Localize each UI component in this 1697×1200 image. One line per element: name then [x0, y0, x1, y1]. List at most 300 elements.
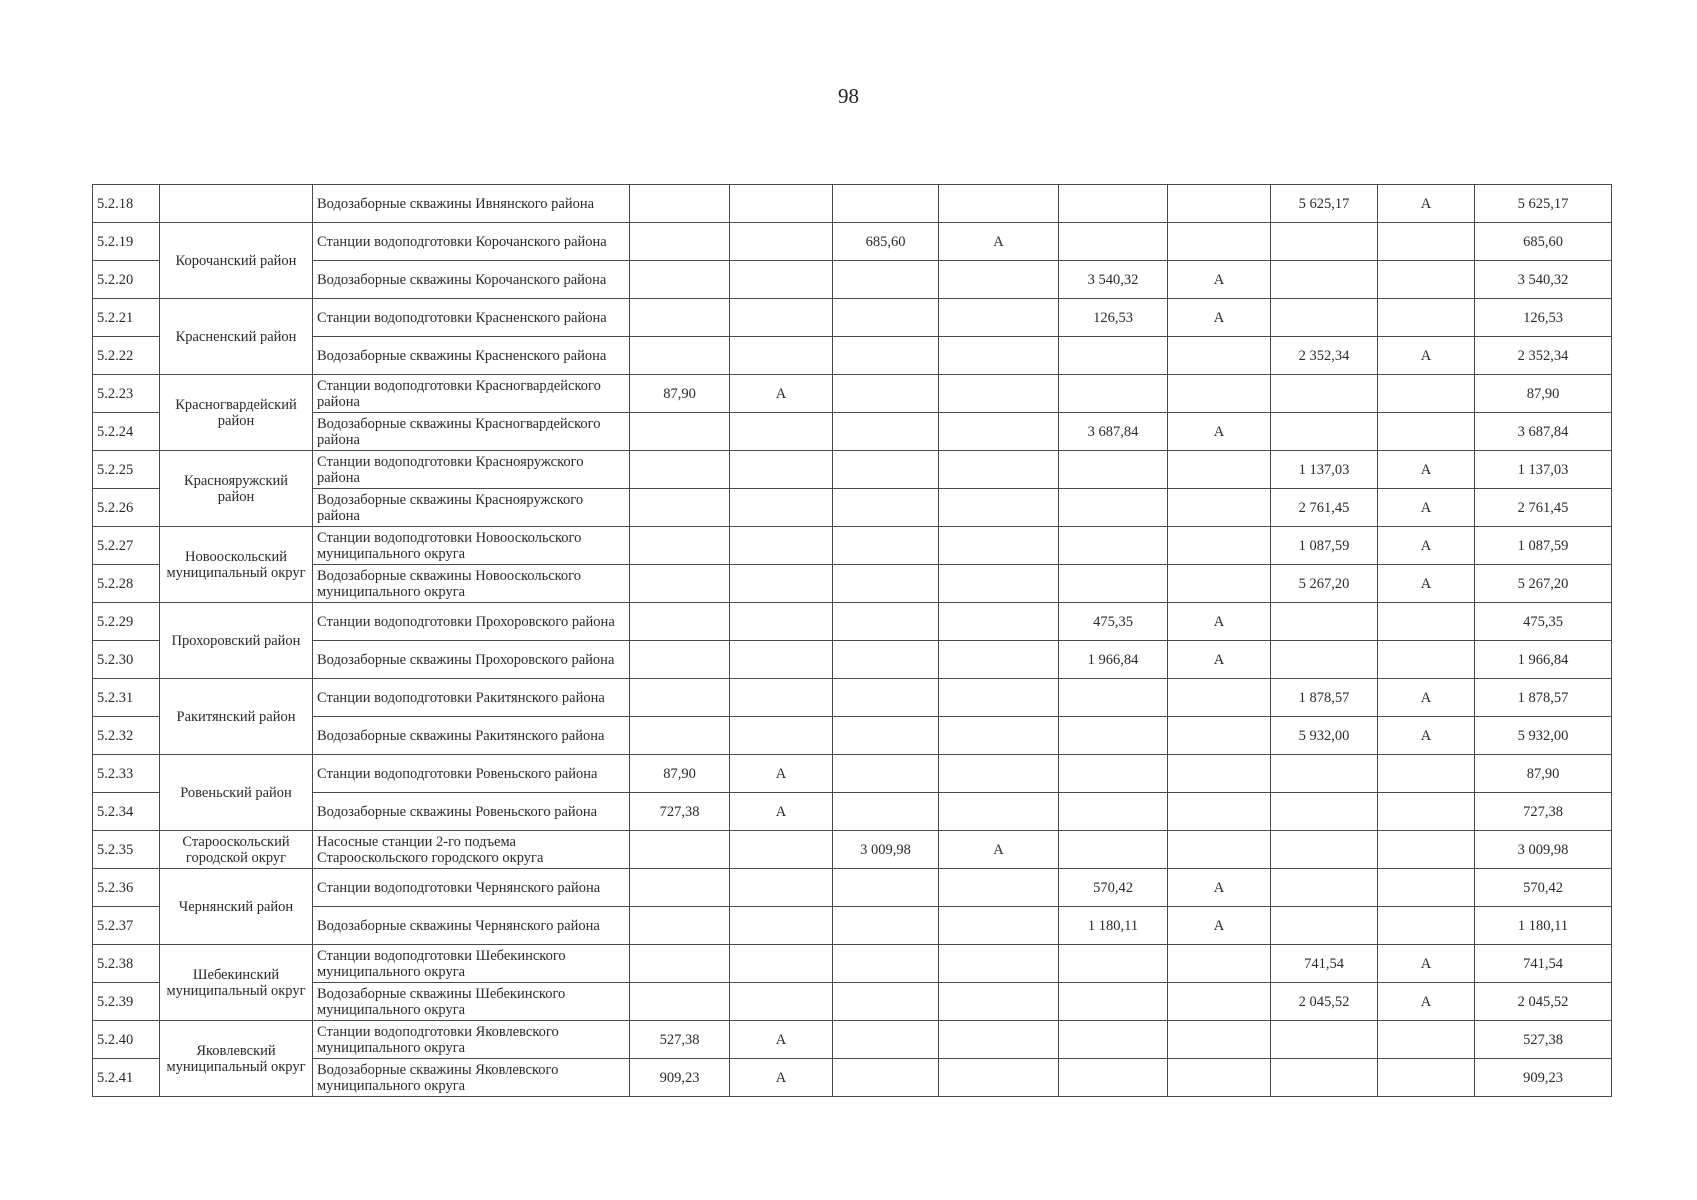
empty-category-cell	[939, 603, 1059, 641]
empty-value-cell	[630, 299, 730, 337]
empty-value-cell	[833, 261, 939, 299]
category-cell: А	[730, 1021, 833, 1059]
total-cell: 685,60	[1475, 223, 1612, 261]
empty-value-cell	[833, 603, 939, 641]
category-cell: А	[1378, 717, 1475, 755]
empty-category-cell	[1168, 793, 1271, 831]
empty-value-cell	[1059, 1021, 1168, 1059]
empty-category-cell	[1378, 831, 1475, 869]
table-row	[93, 375, 1612, 413]
value-cell: 1 966,84	[1059, 641, 1168, 679]
value-cell: 1 878,57	[1271, 679, 1378, 717]
category-cell: А	[1168, 641, 1271, 679]
value-cell: 909,23	[630, 1059, 730, 1097]
district-cell: Новооскольский муниципальный округ	[160, 527, 313, 603]
empty-value-cell	[833, 451, 939, 489]
facility-name-cell: Водозаборные скважины Шебекинского муниципального округа	[313, 983, 630, 1021]
value-cell: 527,38	[630, 1021, 730, 1059]
empty-value-cell	[1271, 1021, 1378, 1059]
facility-name-cell: Водозаборные скважины Краснояружского района	[313, 489, 630, 527]
empty-value-cell	[1271, 1059, 1378, 1097]
row-number-cell: 5.2.41	[93, 1059, 160, 1097]
empty-value-cell	[833, 413, 939, 451]
empty-category-cell	[730, 983, 833, 1021]
empty-category-cell	[1378, 1059, 1475, 1097]
empty-category-cell	[939, 755, 1059, 793]
row-number-cell: 5.2.29	[93, 603, 160, 641]
facility-name-cell: Водозаборные скважины Ровеньского района	[313, 793, 630, 831]
table-row	[93, 413, 1612, 451]
total-cell: 570,42	[1475, 869, 1612, 907]
row-number-cell: 5.2.40	[93, 1021, 160, 1059]
row-number-cell: 5.2.26	[93, 489, 160, 527]
value-cell: 727,38	[630, 793, 730, 831]
value-cell: 2 352,34	[1271, 337, 1378, 375]
value-cell: 1 180,11	[1059, 907, 1168, 945]
district-cell: Прохоровский район	[160, 603, 313, 679]
empty-value-cell	[1059, 679, 1168, 717]
table-row	[93, 299, 1612, 337]
empty-category-cell	[1378, 261, 1475, 299]
empty-value-cell	[1059, 565, 1168, 603]
total-cell: 5 267,20	[1475, 565, 1612, 603]
empty-category-cell	[730, 869, 833, 907]
empty-category-cell	[939, 1021, 1059, 1059]
empty-category-cell	[730, 337, 833, 375]
facility-name-cell: Станции водоподготовки Корочанского района	[313, 223, 630, 261]
empty-category-cell	[730, 299, 833, 337]
facility-name-cell: Станции водоподготовки Красногвардейского района	[313, 375, 630, 413]
total-cell: 87,90	[1475, 755, 1612, 793]
empty-category-cell	[1168, 831, 1271, 869]
empty-value-cell	[1271, 299, 1378, 337]
empty-value-cell	[833, 527, 939, 565]
empty-value-cell	[630, 603, 730, 641]
table-row	[93, 869, 1612, 907]
facility-name-cell: Водозаборные скважины Новооскольского муниципального округа	[313, 565, 630, 603]
empty-value-cell	[1271, 375, 1378, 413]
district-cell: Корочанский район	[160, 223, 313, 299]
value-cell: 741,54	[1271, 945, 1378, 983]
empty-value-cell	[630, 337, 730, 375]
total-cell: 727,38	[1475, 793, 1612, 831]
table-row	[93, 603, 1612, 641]
empty-value-cell	[1271, 907, 1378, 945]
empty-value-cell	[1059, 223, 1168, 261]
district-cell: Старооскольский городской округ	[160, 831, 313, 869]
row-number-cell: 5.2.32	[93, 717, 160, 755]
empty-category-cell	[939, 413, 1059, 451]
empty-category-cell	[939, 1059, 1059, 1097]
category-cell: А	[1378, 983, 1475, 1021]
row-number-cell: 5.2.39	[93, 983, 160, 1021]
total-cell: 1 878,57	[1475, 679, 1612, 717]
empty-category-cell	[1378, 793, 1475, 831]
empty-category-cell	[730, 451, 833, 489]
empty-category-cell	[730, 831, 833, 869]
district-cell: Чернянский район	[160, 869, 313, 945]
row-number-cell: 5.2.28	[93, 565, 160, 603]
empty-category-cell	[730, 413, 833, 451]
empty-category-cell	[1168, 185, 1271, 223]
empty-category-cell	[730, 641, 833, 679]
empty-category-cell	[1168, 717, 1271, 755]
empty-value-cell	[630, 641, 730, 679]
table-row	[93, 793, 1612, 831]
total-cell: 909,23	[1475, 1059, 1612, 1097]
empty-category-cell	[939, 375, 1059, 413]
empty-category-cell	[939, 299, 1059, 337]
facility-name-cell: Станции водоподготовки Красненского района	[313, 299, 630, 337]
facility-name-cell: Водозаборные скважины Ракитянского района	[313, 717, 630, 755]
facility-name-cell: Водозаборные скважины Корочанского района	[313, 261, 630, 299]
empty-category-cell	[1168, 337, 1271, 375]
empty-category-cell	[1378, 869, 1475, 907]
empty-category-cell	[1168, 489, 1271, 527]
district-cell: Красненский район	[160, 299, 313, 375]
total-cell: 1 180,11	[1475, 907, 1612, 945]
category-cell: А	[730, 793, 833, 831]
row-number-cell: 5.2.36	[93, 869, 160, 907]
row-number-cell: 5.2.37	[93, 907, 160, 945]
table-body	[93, 185, 1612, 1097]
empty-category-cell	[939, 945, 1059, 983]
category-cell: А	[939, 831, 1059, 869]
table-row	[93, 527, 1612, 565]
district-cell: Шебекинский муниципальный округ	[160, 945, 313, 1021]
empty-category-cell	[730, 223, 833, 261]
empty-value-cell	[833, 299, 939, 337]
row-number-cell: 5.2.30	[93, 641, 160, 679]
facility-name-cell: Станции водоподготовки Чернянского района	[313, 869, 630, 907]
empty-category-cell	[1378, 413, 1475, 451]
total-cell: 87,90	[1475, 375, 1612, 413]
total-cell: 2 761,45	[1475, 489, 1612, 527]
empty-category-cell	[939, 565, 1059, 603]
category-cell: А	[1168, 603, 1271, 641]
empty-value-cell	[630, 679, 730, 717]
facility-name-cell: Водозаборные скважины Яковлевского муниципального округа	[313, 1059, 630, 1097]
empty-value-cell	[1271, 413, 1378, 451]
value-cell: 3 687,84	[1059, 413, 1168, 451]
total-cell: 3 009,98	[1475, 831, 1612, 869]
empty-category-cell	[1168, 565, 1271, 603]
row-number-cell: 5.2.22	[93, 337, 160, 375]
value-cell: 87,90	[630, 755, 730, 793]
table-row	[93, 1059, 1612, 1097]
empty-value-cell	[1059, 831, 1168, 869]
category-cell: А	[730, 1059, 833, 1097]
table-row	[93, 755, 1612, 793]
empty-value-cell	[630, 831, 730, 869]
empty-value-cell	[1271, 223, 1378, 261]
facility-name-cell: Насосные станции 2-го подъема Старооскольского городского округа	[313, 831, 630, 869]
facility-name-cell: Станции водоподготовки Краснояружского района	[313, 451, 630, 489]
district-cell	[160, 185, 313, 223]
facility-name-cell: Водозаборные скважины Ивнянского района	[313, 185, 630, 223]
empty-category-cell	[730, 527, 833, 565]
category-cell: А	[730, 375, 833, 413]
empty-value-cell	[1059, 451, 1168, 489]
empty-value-cell	[630, 945, 730, 983]
data-table	[92, 184, 1612, 1097]
empty-value-cell	[630, 185, 730, 223]
empty-value-cell	[833, 489, 939, 527]
empty-category-cell	[1168, 223, 1271, 261]
total-cell: 126,53	[1475, 299, 1612, 337]
table-row	[93, 261, 1612, 299]
empty-category-cell	[939, 641, 1059, 679]
row-number-cell: 5.2.25	[93, 451, 160, 489]
empty-value-cell	[630, 413, 730, 451]
table-row	[93, 185, 1612, 223]
category-cell: А	[1168, 299, 1271, 337]
row-number-cell: 5.2.24	[93, 413, 160, 451]
row-number-cell: 5.2.21	[93, 299, 160, 337]
value-cell: 5 267,20	[1271, 565, 1378, 603]
empty-category-cell	[730, 603, 833, 641]
facility-name-cell: Станции водоподготовки Ракитянского района	[313, 679, 630, 717]
row-number-cell: 5.2.19	[93, 223, 160, 261]
empty-value-cell	[1059, 1059, 1168, 1097]
empty-category-cell	[939, 983, 1059, 1021]
empty-value-cell	[630, 527, 730, 565]
facility-name-cell: Водозаборные скважины Чернянского района	[313, 907, 630, 945]
empty-category-cell	[939, 907, 1059, 945]
category-cell: А	[939, 223, 1059, 261]
category-cell: А	[1378, 679, 1475, 717]
row-number-cell: 5.2.34	[93, 793, 160, 831]
district-cell: Яковлевский муниципальный округ	[160, 1021, 313, 1097]
facility-name-cell: Станции водоподготовки Яковлевского муниципального округа	[313, 1021, 630, 1059]
empty-category-cell	[939, 451, 1059, 489]
empty-category-cell	[939, 185, 1059, 223]
facility-name-cell: Станции водоподготовки Ровеньского района	[313, 755, 630, 793]
empty-category-cell	[730, 261, 833, 299]
row-number-cell: 5.2.33	[93, 755, 160, 793]
empty-category-cell	[730, 679, 833, 717]
empty-value-cell	[833, 983, 939, 1021]
empty-category-cell	[939, 527, 1059, 565]
empty-category-cell	[730, 717, 833, 755]
empty-value-cell	[1271, 641, 1378, 679]
district-cell: Краснояружский район	[160, 451, 313, 527]
row-number-cell: 5.2.20	[93, 261, 160, 299]
row-number-cell: 5.2.38	[93, 945, 160, 983]
facility-name-cell: Водозаборные скважины Красногвардейского района	[313, 413, 630, 451]
empty-value-cell	[1059, 375, 1168, 413]
total-cell: 5 932,00	[1475, 717, 1612, 755]
table-row	[93, 945, 1612, 983]
empty-category-cell	[1168, 1059, 1271, 1097]
total-cell: 3 687,84	[1475, 413, 1612, 451]
total-cell: 5 625,17	[1475, 185, 1612, 223]
empty-value-cell	[1059, 983, 1168, 1021]
empty-category-cell	[1168, 375, 1271, 413]
empty-value-cell	[1271, 831, 1378, 869]
empty-category-cell	[1378, 375, 1475, 413]
empty-value-cell	[630, 907, 730, 945]
total-cell: 2 352,34	[1475, 337, 1612, 375]
empty-value-cell	[833, 1021, 939, 1059]
table-row	[93, 907, 1612, 945]
empty-value-cell	[833, 565, 939, 603]
empty-value-cell	[833, 375, 939, 413]
empty-category-cell	[1378, 299, 1475, 337]
empty-value-cell	[1059, 489, 1168, 527]
total-cell: 1 966,84	[1475, 641, 1612, 679]
district-cell: Красногвардейский район	[160, 375, 313, 451]
empty-category-cell	[1378, 641, 1475, 679]
empty-value-cell	[630, 983, 730, 1021]
empty-value-cell	[833, 1059, 939, 1097]
table-row	[93, 337, 1612, 375]
empty-value-cell	[833, 337, 939, 375]
table-row	[93, 565, 1612, 603]
value-cell: 2 045,52	[1271, 983, 1378, 1021]
category-cell: А	[1378, 451, 1475, 489]
empty-value-cell	[833, 869, 939, 907]
empty-category-cell	[1168, 679, 1271, 717]
table-row	[93, 679, 1612, 717]
district-cell: Ровеньский район	[160, 755, 313, 831]
empty-category-cell	[1378, 603, 1475, 641]
empty-value-cell	[630, 869, 730, 907]
empty-value-cell	[1271, 755, 1378, 793]
empty-category-cell	[939, 337, 1059, 375]
row-number-cell: 5.2.18	[93, 185, 160, 223]
table-row	[93, 1021, 1612, 1059]
value-cell: 3 540,32	[1059, 261, 1168, 299]
empty-value-cell	[630, 451, 730, 489]
empty-category-cell	[1168, 983, 1271, 1021]
empty-value-cell	[833, 717, 939, 755]
category-cell: А	[1378, 337, 1475, 375]
empty-value-cell	[630, 261, 730, 299]
table-row	[93, 451, 1612, 489]
empty-category-cell	[1378, 223, 1475, 261]
empty-value-cell	[833, 641, 939, 679]
empty-value-cell	[1271, 603, 1378, 641]
empty-category-cell	[939, 717, 1059, 755]
category-cell: А	[1378, 489, 1475, 527]
empty-value-cell	[833, 679, 939, 717]
category-cell: А	[1378, 565, 1475, 603]
empty-category-cell	[1378, 907, 1475, 945]
total-cell: 741,54	[1475, 945, 1612, 983]
empty-category-cell	[939, 869, 1059, 907]
total-cell: 2 045,52	[1475, 983, 1612, 1021]
category-cell: А	[1378, 185, 1475, 223]
empty-value-cell	[833, 907, 939, 945]
value-cell: 5 625,17	[1271, 185, 1378, 223]
empty-category-cell	[730, 945, 833, 983]
category-cell: А	[1168, 261, 1271, 299]
empty-category-cell	[730, 907, 833, 945]
row-number-cell: 5.2.35	[93, 831, 160, 869]
row-number-cell: 5.2.23	[93, 375, 160, 413]
empty-category-cell	[939, 679, 1059, 717]
facility-name-cell: Станции водоподготовки Новооскольского муниципального округа	[313, 527, 630, 565]
row-number-cell: 5.2.27	[93, 527, 160, 565]
category-cell: А	[1168, 413, 1271, 451]
table-row	[93, 223, 1612, 261]
value-cell: 3 009,98	[833, 831, 939, 869]
page-number: 98	[838, 84, 859, 108]
empty-category-cell	[1168, 755, 1271, 793]
empty-category-cell	[1168, 527, 1271, 565]
empty-value-cell	[833, 945, 939, 983]
district-cell: Ракитянский район	[160, 679, 313, 755]
empty-value-cell	[833, 755, 939, 793]
row-number-cell: 5.2.31	[93, 679, 160, 717]
table-row	[93, 717, 1612, 755]
empty-value-cell	[1059, 185, 1168, 223]
table-row	[93, 983, 1612, 1021]
facility-name-cell: Станции водоподготовки Прохоровского района	[313, 603, 630, 641]
value-cell: 5 932,00	[1271, 717, 1378, 755]
empty-category-cell	[939, 261, 1059, 299]
empty-value-cell	[1059, 717, 1168, 755]
facility-name-cell: Станции водоподготовки Шебекинского муниципального округа	[313, 945, 630, 983]
empty-value-cell	[1271, 793, 1378, 831]
empty-category-cell	[939, 489, 1059, 527]
value-cell: 685,60	[833, 223, 939, 261]
total-cell: 527,38	[1475, 1021, 1612, 1059]
empty-value-cell	[630, 565, 730, 603]
empty-category-cell	[1168, 451, 1271, 489]
value-cell: 2 761,45	[1271, 489, 1378, 527]
total-cell: 1 087,59	[1475, 527, 1612, 565]
total-cell: 475,35	[1475, 603, 1612, 641]
empty-value-cell	[1059, 527, 1168, 565]
facility-name-cell: Водозаборные скважины Прохоровского района	[313, 641, 630, 679]
empty-value-cell	[1059, 337, 1168, 375]
category-cell: А	[1378, 527, 1475, 565]
category-cell: А	[1378, 945, 1475, 983]
total-cell: 1 137,03	[1475, 451, 1612, 489]
table-row	[93, 641, 1612, 679]
empty-value-cell	[1271, 261, 1378, 299]
empty-value-cell	[1059, 793, 1168, 831]
empty-category-cell	[1378, 1021, 1475, 1059]
empty-category-cell	[730, 185, 833, 223]
empty-category-cell	[1168, 1021, 1271, 1059]
empty-value-cell	[1271, 869, 1378, 907]
empty-value-cell	[833, 793, 939, 831]
empty-value-cell	[1059, 755, 1168, 793]
empty-value-cell	[630, 223, 730, 261]
value-cell: 570,42	[1059, 869, 1168, 907]
value-cell: 87,90	[630, 375, 730, 413]
empty-value-cell	[630, 717, 730, 755]
value-cell: 1 087,59	[1271, 527, 1378, 565]
table-row	[93, 489, 1612, 527]
empty-category-cell	[1168, 945, 1271, 983]
empty-category-cell	[730, 565, 833, 603]
empty-value-cell	[833, 185, 939, 223]
empty-value-cell	[1059, 945, 1168, 983]
value-cell: 1 137,03	[1271, 451, 1378, 489]
category-cell: А	[1168, 869, 1271, 907]
value-cell: 475,35	[1059, 603, 1168, 641]
category-cell: А	[730, 755, 833, 793]
table-row	[93, 831, 1612, 869]
value-cell: 126,53	[1059, 299, 1168, 337]
empty-category-cell	[939, 793, 1059, 831]
empty-category-cell	[730, 489, 833, 527]
empty-value-cell	[630, 489, 730, 527]
